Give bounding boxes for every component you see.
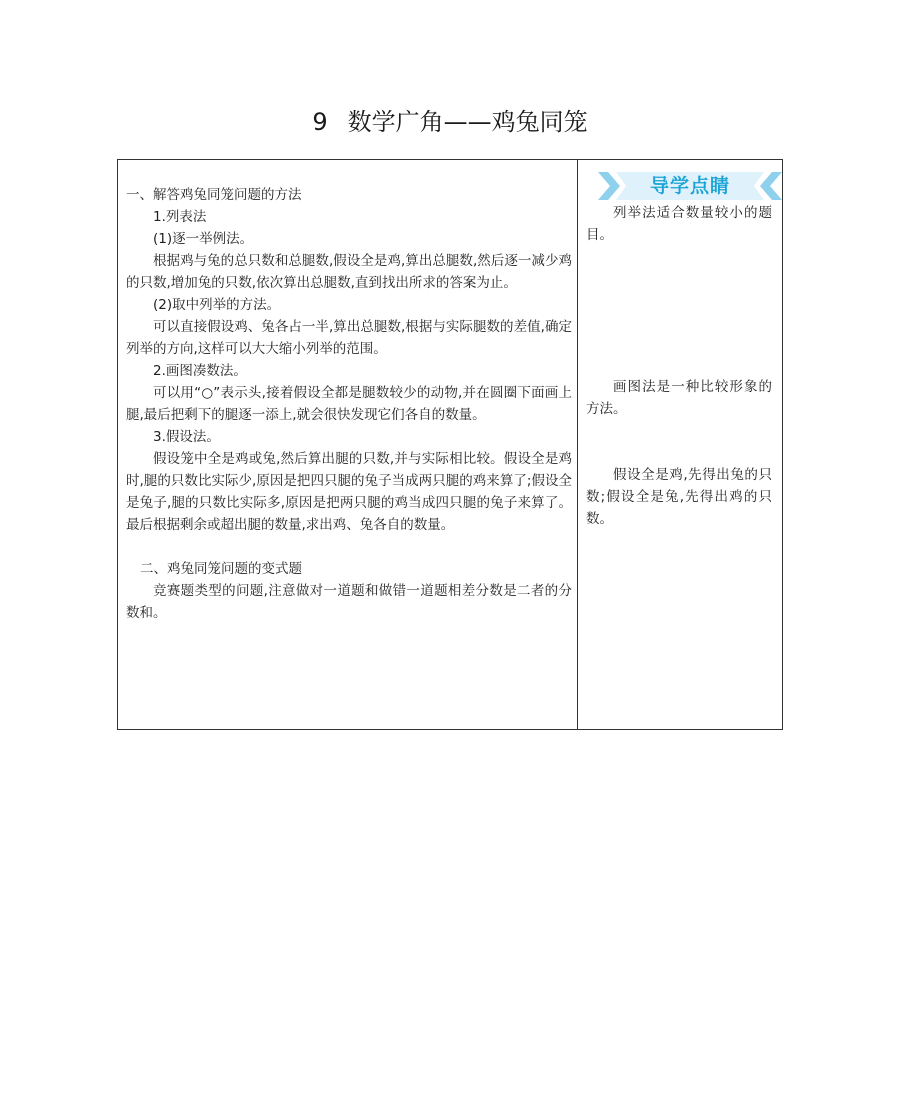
chapter-title: 数学广角——鸡兔同笼: [347, 108, 588, 136]
method1-sub2-heading: (2)取中列举的方法。: [153, 297, 281, 313]
section2-heading: 二、鸡兔同笼问题的变式题: [140, 561, 302, 577]
chapter-number: 9: [312, 108, 328, 136]
method2-heading: 2.画图凑数法。: [153, 363, 247, 379]
guide-banner: [598, 170, 782, 202]
method3-body: 假设笼中全是鸡或兔,然后算出腿的只数,并与实际相比较。假设全是鸡时,腿的只数比实际少,原因是把四只腿的兔子当成两只腿的鸡来算了;假设全是兔子,腿的只数比实际多,原因是把两只腿的鸡当成四只腿的兔子来算了。最后根据剩余或超出腿的数量,求出鸡、兔各自的数量。: [126, 451, 572, 533]
spacer: [126, 536, 572, 558]
main-column: [126, 184, 572, 624]
side-note-assumption: 假设全是鸡,先得出兔的只数;假设全是兔,先得出鸡的只数。: [586, 467, 772, 527]
method1-sub2-body: 可以直接假设鸡、兔各占一半,算出总腿数,根据与实际腿数的差值,确定列举的方向,这样可以大大缩小列举的范围。: [126, 319, 572, 357]
method1-heading: 1.列表法: [153, 209, 207, 225]
banner-title: 导学点睛: [649, 175, 730, 197]
content-table: [117, 159, 783, 730]
column-divider: [577, 160, 578, 729]
side-note-drawing: 画图法是一种比较形象的方法。: [586, 379, 772, 417]
page-title: [0, 104, 900, 140]
section2-body: 竞赛题类型的问题,注意做对一道题和做错一道题相差分数是二者的分数和。: [126, 583, 572, 621]
method3-heading: 3.假设法。: [153, 429, 220, 445]
method1-sub1-body: 根据鸡与兔的总只数和总腿数,假设全是鸡,算出总腿数,然后逐一减少鸡的只数,增加兔的只数,依次算出总腿数,直到找出所求的答案为止。: [126, 253, 572, 291]
method2-body: 可以用“○”表示头,接着假设全都是腿数较少的动物,并在圆圈下面画上腿,最后把剩下的腿逐一添上,就会很快发现它们各自的数量。: [126, 385, 572, 423]
side-note-listing: 列举法适合数量较小的题目。: [586, 205, 772, 243]
section1-heading: 一、解答鸡兔同笼问题的方法: [126, 187, 302, 203]
method1-sub1-heading: (1)逐一举例法。: [153, 231, 254, 247]
